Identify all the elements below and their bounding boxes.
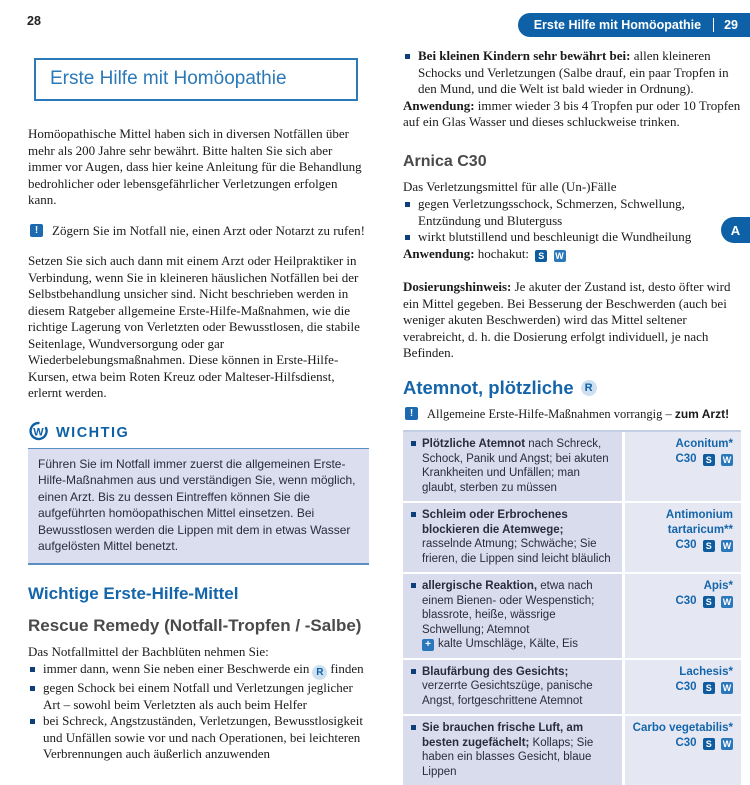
remedy-cell <box>625 503 741 572</box>
left-page-number: 28 <box>27 14 41 28</box>
kids-bullet-bold: Bei kleinen Kindern sehr bewährt bei: <box>418 48 631 63</box>
section-heading: Wichtige Erste-Hilfe-Mittel <box>28 583 239 603</box>
remedy-cell <box>625 716 741 785</box>
symptom-lead: Sie brauchen frische Luft, am besten zugefächelt; <box>422 722 584 749</box>
bullet-square-icon <box>411 725 416 730</box>
wichtig-logo-icon <box>28 421 49 446</box>
wichtig-label: WICHTIG <box>56 425 130 441</box>
symptom-cell <box>403 660 622 715</box>
bullet-square-icon <box>30 686 35 691</box>
emergency-alert-text: Zögern Sie im Notfall nie, einen Arzt oder Notarzt zu rufen! <box>52 222 365 238</box>
remedy-potency: C30 <box>675 539 697 551</box>
atemnot-alert-bold: zum Arzt! <box>674 406 730 421</box>
water-badge-icon: W <box>722 597 732 607</box>
bullet-square-icon <box>411 441 416 446</box>
remedy-potency: C30 <box>675 737 697 749</box>
table-row <box>403 574 741 658</box>
symptom-lead: Plötzliche Atemnot <box>422 438 526 450</box>
bullet-text: finden <box>330 661 364 676</box>
svg-text:W: W <box>33 426 44 438</box>
bullet-text: gegen Verletzungsschock, Schmerzen, Schwellung, Entzündung und Bluterguss <box>418 196 685 228</box>
list-item <box>403 196 741 229</box>
self-treatment-badge-icon: S <box>703 596 715 608</box>
list-item <box>28 680 369 713</box>
symptom-text: nach Schreck, Schock, Panik und Angst; bei akuten Krankheiten und Unfällen; man glaubt, sterben zu müssen <box>422 438 609 494</box>
remedy-name: Antimonium tartaricum** <box>665 509 733 536</box>
self-treatment-badge-icon: S <box>535 250 547 262</box>
symptom-cell <box>403 716 622 785</box>
remedy-name: Aconitum* <box>675 438 733 450</box>
side-tab-letter: A <box>730 222 741 238</box>
water-badge-icon: W <box>555 250 564 261</box>
bullet-square-icon <box>405 54 410 59</box>
exclamation-icon: ! <box>405 407 418 420</box>
anwendung-label: Anwendung: <box>403 97 475 113</box>
arnica-heading: Arnica C30 <box>403 152 487 170</box>
remedy-name: Carbo vegetabilis* <box>632 722 733 734</box>
self-treatment-badge-icon: S <box>703 540 715 552</box>
atemnot-heading <box>403 377 741 399</box>
rescue-symbol-icon: R <box>312 665 327 680</box>
exclamation-icon: ! <box>30 224 43 237</box>
bullet-square-icon <box>411 583 416 588</box>
symptom-cell <box>403 574 622 658</box>
list-item <box>403 48 741 98</box>
bullet-square-icon <box>405 202 410 207</box>
bullet-text: gegen Schock bei einem Notfall und Verletzungen jeglicher Art – sowohl beim Verletzten als auch beim Helfer <box>43 680 353 712</box>
atemnot-alert-pre: Allgemeine Erste-Hilfe-Maßnahmen vorrangig – <box>427 406 675 421</box>
page-title-box <box>34 58 358 101</box>
table-row <box>403 503 741 572</box>
plus-badge-icon: + <box>422 639 434 651</box>
kids-bullet-rest: allen kleineren Schocks und Verletzungen (Salbe drauf, ein paar Tropfen in den Mund, und die Welt ist bald wieder in Ordnung). <box>418 48 729 96</box>
second-paragraph: Setzen Sie sich auch dann mit einem Arzt oder Heilpraktiker in Verbindung, wenn Sie in kleineren häuslichen Notfällen bei der Selbstbehandlung unsicher sind. Nicht beschrieben werden in diesem Ratgeber allgemeine Erste-Hilfe-Maßnahmen, wie die richtige Lagerung von Verletzten oder Bewusstlosen, die stabile Seitenlage, Wundversorgung oder gar Wiederbelebungsmaßnahmen. Diese können in Erste-Hilfe-Kursen, etwa beim Roten Kreuz oder Malteser-Hilfsdienst, erlernt werden. <box>28 253 360 400</box>
remedy-name: Apis* <box>703 580 733 592</box>
water-badge-icon: W <box>722 682 732 693</box>
bullet-square-icon <box>405 235 410 240</box>
self-treatment-badge-icon: S <box>703 682 715 694</box>
bullet-square-icon <box>30 719 35 724</box>
remedy-potency: C30 <box>675 680 697 693</box>
plus-text: kalte Umschläge, Kälte, Eis <box>438 638 578 650</box>
remedy-name: Lachesis* <box>679 665 733 678</box>
left-column <box>28 58 369 763</box>
symptom-cell <box>403 432 622 501</box>
bullet-text: bei Schreck, Angstzuständen, Verletzungen, Bewusstlosigkeit und Unfällen sowie vor und nach Operationen, bei leichteren Verbrennungen auch äußerlich anzuwenden <box>43 713 364 761</box>
symptom-text: Kollaps; Sie haben ein blasses Gesicht, blaue Lippen <box>422 736 594 778</box>
kids-bullet-list <box>403 48 741 98</box>
bullet-square-icon <box>30 667 35 672</box>
chapter-header-title: Erste Hilfe mit Homöopathie <box>533 18 702 32</box>
list-item <box>403 229 741 246</box>
arnica-anwendung-rest: hochakut: <box>474 245 530 261</box>
right-column <box>403 47 741 785</box>
dosierung-paragraph <box>403 279 741 362</box>
right-page-number: 29 <box>724 18 738 32</box>
remedy-cell <box>625 574 741 658</box>
symptom-text: etwa nach einem Bienen- oder Wespenstich; blassrote, heiße, wässrige Schwellung; Atemnot <box>422 580 595 636</box>
remedy-cell <box>625 660 741 715</box>
symptom-text: rasselnde Atmung; Schwäche; Sie frieren, die Lippen sind leicht bläulich <box>422 538 611 565</box>
chapter-header-bar <box>518 13 750 37</box>
table-row <box>403 432 741 501</box>
header-divider <box>713 18 714 32</box>
arnica-bullets <box>403 196 741 246</box>
wichtig-body: Führen Sie im Notfall immer zuerst die allgemeinen Erste-Hilfe-Maßnahmen aus und verständigen Sie, wenn möglich, einen Arzt. Bis zu dessen Eintreffen können Sie die aufgeführten homöopathischen Mittel einsetzen. Bei Bewusstlosen werden die Lippen mit dem in etwas Wasser aufgelösten Mittel benetzt. <box>38 456 356 553</box>
symptom-text: verzerrte Gesichtszüge, panische Angst, fortgeschrittene Atemnot <box>422 680 593 707</box>
bullet-text: wirkt blutstillend und beschleunigt die Wundheilung <box>418 229 692 244</box>
dosierung-rest: Je akuter der Zustand ist, desto öfter wird ein Mittel gegeben. Bei Besserung der Beschwerden (auch bei weniger akuten Beschwerden) wird das Mittel seltener verabreicht, d. h. die Dosierung erfolgt individuell, je nach Befinden. <box>403 279 731 360</box>
remedy-cell <box>625 432 741 501</box>
rescue-remedy-bullets <box>28 661 369 763</box>
remedy-table <box>403 430 741 785</box>
arnica-anwendung <box>403 246 741 263</box>
atemnot-alert <box>403 406 741 423</box>
arnica-lead: Das Verletzungsmittel für alle (Un-)Fälle <box>403 178 617 194</box>
atemnot-heading-text: Atemnot, plötzliche <box>403 376 574 398</box>
self-treatment-badge-icon: S <box>703 454 715 466</box>
symptom-lead: Blaufärbung des Gesichts; <box>422 665 569 678</box>
bullet-square-icon <box>411 669 416 674</box>
anwendung-rest: immer wieder 3 bis 4 Tropfen pur oder 10 Tropfen auf ein Glas Wasser und dieses schluckweise trinken. <box>403 97 741 129</box>
table-row <box>403 660 741 715</box>
rescue-symbol-icon: R <box>581 380 597 396</box>
anwendung-paragraph <box>403 98 741 131</box>
wichtig-header <box>28 421 369 449</box>
water-badge-icon: W <box>722 739 732 749</box>
rescue-remedy-heading: Rescue Remedy (Notfall-Tropfen / -Salbe) <box>28 615 362 635</box>
emergency-alert <box>28 223 369 240</box>
list-item <box>28 661 369 680</box>
wichtig-box <box>28 449 369 565</box>
intro-paragraph: Homöopathische Mittel haben sich in diversen Notfällen über mehr als 200 Jahre sehr bewährt. Bitte halten Sie sich aber immer vor Augen, dass hier keine Anleitung für die Behandlung bedrohlicher oder lebensgefährlicher Verletzungen erfolgen kann. <box>28 126 362 207</box>
remedy-potency: C30 <box>675 595 697 607</box>
water-badge-icon: W <box>722 541 732 551</box>
rescue-remedy-lead: Das Notfallmittel der Bachblüten nehmen Sie: <box>28 643 269 659</box>
remedy-potency: C30 <box>675 453 697 465</box>
page-title: Erste Hilfe mit Homöopathie <box>50 68 287 89</box>
water-badge-icon: W <box>722 455 732 465</box>
bullet-text: immer dann, wenn Sie neben einer Beschwerde ein <box>43 661 310 676</box>
bullet-square-icon <box>411 512 416 517</box>
self-treatment-badge-icon: S <box>703 738 715 750</box>
table-row <box>403 716 741 785</box>
symptom-lead: Schleim oder Erbrochenes blockieren die Atemwege; <box>422 509 568 536</box>
symptom-cell <box>403 503 622 572</box>
symptom-lead: allergische Reaktion, <box>422 580 538 592</box>
dosierung-label: Dosierungshinweis: <box>403 279 512 294</box>
list-item <box>28 713 369 763</box>
arnica-anwendung-label: Anwendung: <box>403 245 475 261</box>
